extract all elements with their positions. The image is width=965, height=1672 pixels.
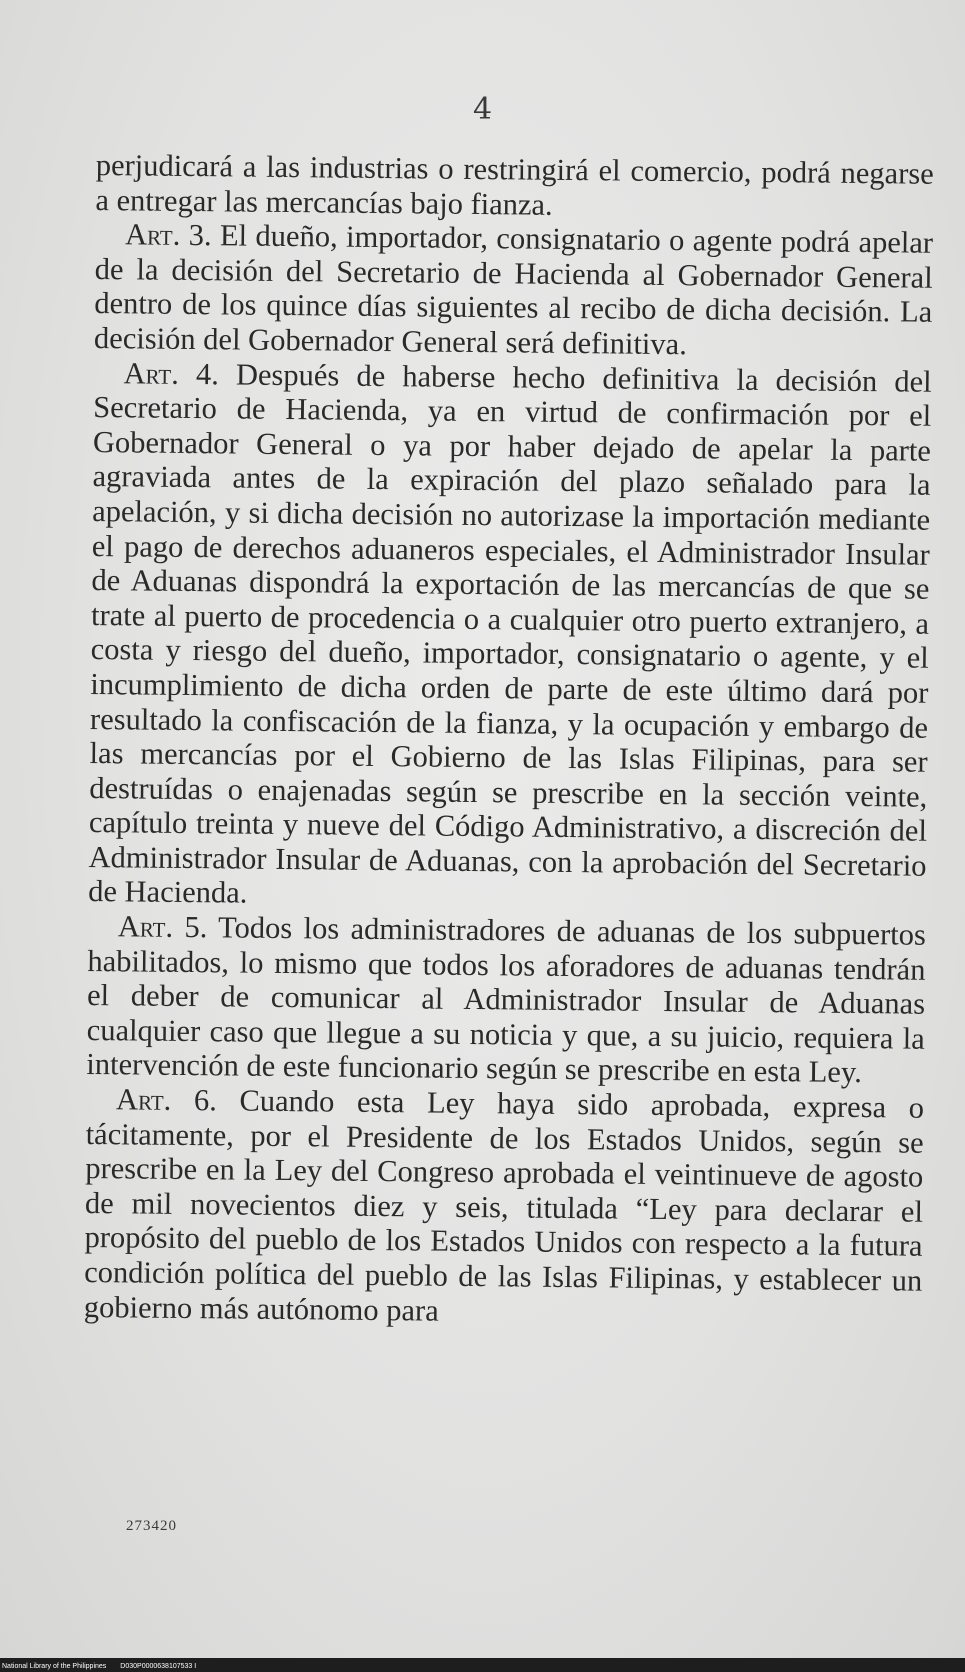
- article-label: Art. 3.: [124, 217, 212, 253]
- footer-institution: National Library of the Philippines: [2, 1663, 107, 1670]
- paragraph-continuation: [95, 148, 934, 226]
- article-4: [88, 356, 932, 918]
- article-label: Art. 5.: [117, 909, 208, 945]
- article-text: El dueño, importador, consignatario o agente podrá apelar de la decisión del Secretario de Hacienda al Gobernador General dentro de los quince días siguientes al recibo de dicha decisión. La decisión del Gobernador General será definitiva.: [93, 218, 934, 362]
- article-5: [86, 909, 926, 1091]
- article-label: Art. 4.: [123, 355, 220, 391]
- article-text: Después de haberse hecho definitiva la decisión del Secretario de Hacienda, ya en virtud de confirmación por el Gobernador General o ya por haber dejado de apelar la parte agraviada antes de la expiración del plazo señalado para la apelación, y si dicha decisión no autorizase la importación mediante el pago de derechos aduaneros especiales, el Administrador Insular de Aduanas dispondrá la exportación de las mercancías de que se trate al puerto de procedencia o a cualquier otro puerto extranjero, a costa y riesgo del dueño, importador, consignatario o agente, y el incumplimiento de dicha orden de parte de este último dará por resultado la confiscación de la fianza, y la ocupación y embargo de las mercancías por el Gobierno de las Islas Filipinas, para ser destruídas o enajenadas según se prescribe en la sección veinte, capítulo treinta y nueve del Código Administrativo, a discreción del Administrador Insular de Aduanas, con la aprobación del Secretario de Hacienda.: [88, 357, 932, 911]
- article-text: Todos los administradores de aduanas de los subpuertos habilitados, lo mismo que todos los aforadores de aduanas tendrán el deber de comunicar al Administrador Insular de Aduanas cualquier caso que llegue a su noticia y que, a su juicio, requiera la intervención de este funcionario según se prescribe en esta Ley.: [86, 910, 926, 1090]
- article-3: [94, 217, 933, 364]
- document-body: [84, 148, 934, 1333]
- article-text: Cuando esta Ley haya sido aprobada, expresa o tácitamente, por el Presidente de los Estados Unidos, según se prescribe en la Ley del Congreso aprobada el veintinueve de agosto de mil novecientos diez y seis, titulada “Ley para declarar el propósito del pueblo de los Estados Unidos con respecto a la futura condición política del pueblo de las Islas Filipinas, y establecer un gobierno más autónomo para: [83, 1083, 925, 1328]
- page-number: 4: [472, 92, 493, 127]
- archive-footer-strip: [0, 1658, 965, 1672]
- footer-identifier: D030P0000638107533 I: [120, 1663, 197, 1670]
- paragraph-text: perjudicará a las industrias o restringirá el comercio, podrá negarse a entregar las mercancías bajo fianza.: [95, 148, 934, 222]
- archive-footer: [2, 1663, 196, 1670]
- article-label: Art. 6.: [115, 1082, 217, 1118]
- printer-signature-code: 273420: [126, 1518, 177, 1534]
- article-6: [84, 1082, 924, 1333]
